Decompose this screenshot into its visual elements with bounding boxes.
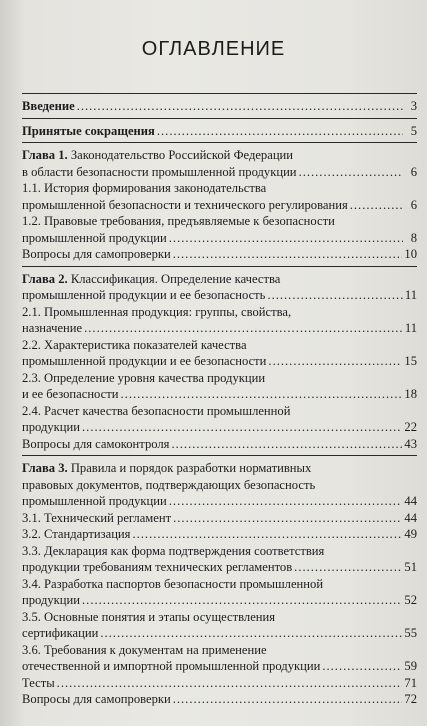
toc-entry-chapter-1 bbox=[22, 147, 417, 180]
toc-page-number: 18 bbox=[404, 387, 417, 401]
toc-page-number: 15 bbox=[404, 354, 417, 368]
toc-page-number: 6 bbox=[410, 164, 417, 179]
section-divider bbox=[22, 455, 417, 456]
toc-entry-title: Законодательство Российской Федерации bbox=[70, 148, 294, 162]
chapter-label: Глава 3. bbox=[22, 461, 68, 475]
toc-entry-chapter-2 bbox=[22, 271, 417, 304]
toc-entry-1-1 bbox=[22, 180, 417, 213]
toc-page-number: 59 bbox=[404, 659, 417, 673]
toc-heading: ОГЛАВЛЕНИЕ bbox=[141, 38, 286, 60]
toc-page-number: 22 bbox=[404, 420, 417, 434]
toc-page-number: 43 bbox=[404, 436, 417, 451]
toc-page-number: 6 bbox=[410, 197, 417, 212]
toc-entry-title: 3.5. Основные понятия и этапы осуществления bbox=[22, 609, 276, 624]
toc-entry-2-1 bbox=[22, 304, 417, 337]
chapter-label: Глава 2. bbox=[22, 271, 68, 286]
toc-entry-3-5 bbox=[22, 609, 417, 642]
toc-entry-3-1 bbox=[22, 510, 417, 527]
toc-entry-title-cont: продукции bbox=[22, 593, 81, 607]
toc-entry-title: 2.1. Промышленная продукция: группы, свойства, bbox=[22, 304, 292, 319]
section-divider bbox=[22, 266, 417, 267]
chapter-label: Глава 1. bbox=[22, 148, 68, 162]
toc-entry-title-cont: продукции требованиям технических регламентов bbox=[22, 560, 293, 574]
toc-entry-title: 3.3. Декларация как форма подтверждения соответствия bbox=[22, 543, 325, 558]
toc-page-number: 5 bbox=[410, 123, 417, 138]
toc-entry-title: 3.6. Требования к документам на применение bbox=[22, 642, 267, 657]
table-of-contents bbox=[22, 90, 417, 708]
toc-entry-title: Вопросы для самоконтроля bbox=[22, 436, 170, 451]
toc-entry-title-cont: промышленной безопасности и технического регулирования bbox=[22, 197, 348, 212]
toc-page-number: 52 bbox=[404, 593, 417, 607]
toc-entry-3-2 bbox=[22, 526, 417, 543]
toc-page-number: 11 bbox=[404, 288, 417, 302]
section-divider bbox=[22, 118, 417, 119]
toc-page-number: 11 bbox=[404, 321, 417, 335]
toc-entry-title: 1.2. Правовые требования, предъявляемые к безопасности bbox=[22, 214, 335, 228]
toc-entry-questions-3 bbox=[22, 691, 417, 708]
toc-entry-title: 3.1. Технический регламент bbox=[22, 510, 172, 525]
toc-entry-title: Правила и порядок разработки нормативных bbox=[70, 461, 312, 475]
toc-entry-2-4 bbox=[22, 403, 417, 436]
toc-entry-tests bbox=[22, 675, 417, 692]
toc-entry-title: Тесты bbox=[22, 675, 55, 690]
toc-entry-3-6 bbox=[22, 642, 417, 675]
toc-entry-title: Вопросы для самопроверки bbox=[22, 247, 171, 261]
toc-entry-title: Введение bbox=[22, 99, 75, 113]
toc-entry-title: 2.3. Определение уровня качества продукции bbox=[22, 370, 266, 385]
toc-page-number: 71 bbox=[404, 675, 417, 690]
toc-entry-title-cont: назначение bbox=[22, 321, 83, 335]
toc-entry-title-cont: продукции bbox=[22, 420, 81, 434]
toc-page-number: 44 bbox=[404, 510, 417, 525]
toc-entry-title: Принятые сокращения bbox=[22, 123, 155, 138]
toc-entry-title-cont: промышленной продукции bbox=[22, 230, 167, 245]
toc-entry-title-cont: промышленной продукции и ее безопасности bbox=[22, 354, 267, 368]
toc-entry-3-3 bbox=[22, 543, 417, 576]
toc-page-number: 8 bbox=[410, 230, 417, 245]
section-divider bbox=[22, 142, 417, 143]
toc-page-number: 72 bbox=[404, 692, 417, 706]
toc-entry-title: 2.4. Расчет качества безопасности промышленной bbox=[22, 403, 291, 418]
toc-entry-title: 3.4. Разработка паспортов безопасности промышленной bbox=[22, 576, 324, 591]
section-divider bbox=[22, 93, 417, 94]
toc-entry-title: Классификация. Определение качества bbox=[70, 271, 281, 286]
toc-page-number: 10 bbox=[404, 247, 417, 261]
toc-entry-title-cont: правовых документов, подтверждающих безопасность bbox=[22, 477, 316, 492]
toc-entry-title: 2.2. Характеристика показателей качества bbox=[22, 337, 247, 352]
toc-entry-title-cont: в области безопасности промышленной продукции bbox=[22, 164, 297, 179]
toc-entry-title: 3.2. Стандартизация bbox=[22, 527, 131, 541]
toc-entry-title: 1.1. История формирования законодательства bbox=[22, 181, 267, 195]
toc-entry-2-2 bbox=[22, 337, 417, 370]
toc-entry-title: Вопросы для самопроверки bbox=[22, 692, 171, 706]
toc-entry-title-cont: промышленной продукции и ее безопасность bbox=[22, 288, 266, 302]
toc-page-number: 3 bbox=[410, 99, 417, 113]
toc-entry-title-cont: промышленной продукции bbox=[22, 494, 167, 508]
toc-page-number: 55 bbox=[404, 626, 417, 640]
toc-entry-intro bbox=[22, 98, 417, 115]
toc-entry-title-cont: и ее безопасности bbox=[22, 387, 119, 401]
toc-entry-title-cont: сертификации bbox=[22, 626, 99, 640]
toc-entry-3-4 bbox=[22, 576, 417, 609]
toc-entry-chapter-3 bbox=[22, 460, 417, 510]
toc-page-number: 51 bbox=[404, 560, 417, 574]
toc-page-number: 44 bbox=[404, 494, 417, 508]
toc-entry-1-2 bbox=[22, 213, 417, 246]
toc-entry-title-cont: отечественной и импортной промышленной продукции bbox=[22, 659, 321, 673]
toc-entry-abbreviations bbox=[22, 123, 417, 140]
toc-entry-2-3 bbox=[22, 370, 417, 403]
toc-page-number: 49 bbox=[404, 527, 417, 541]
toc-entry-questions-1 bbox=[22, 246, 417, 263]
toc-entry-questions-2 bbox=[22, 436, 417, 453]
